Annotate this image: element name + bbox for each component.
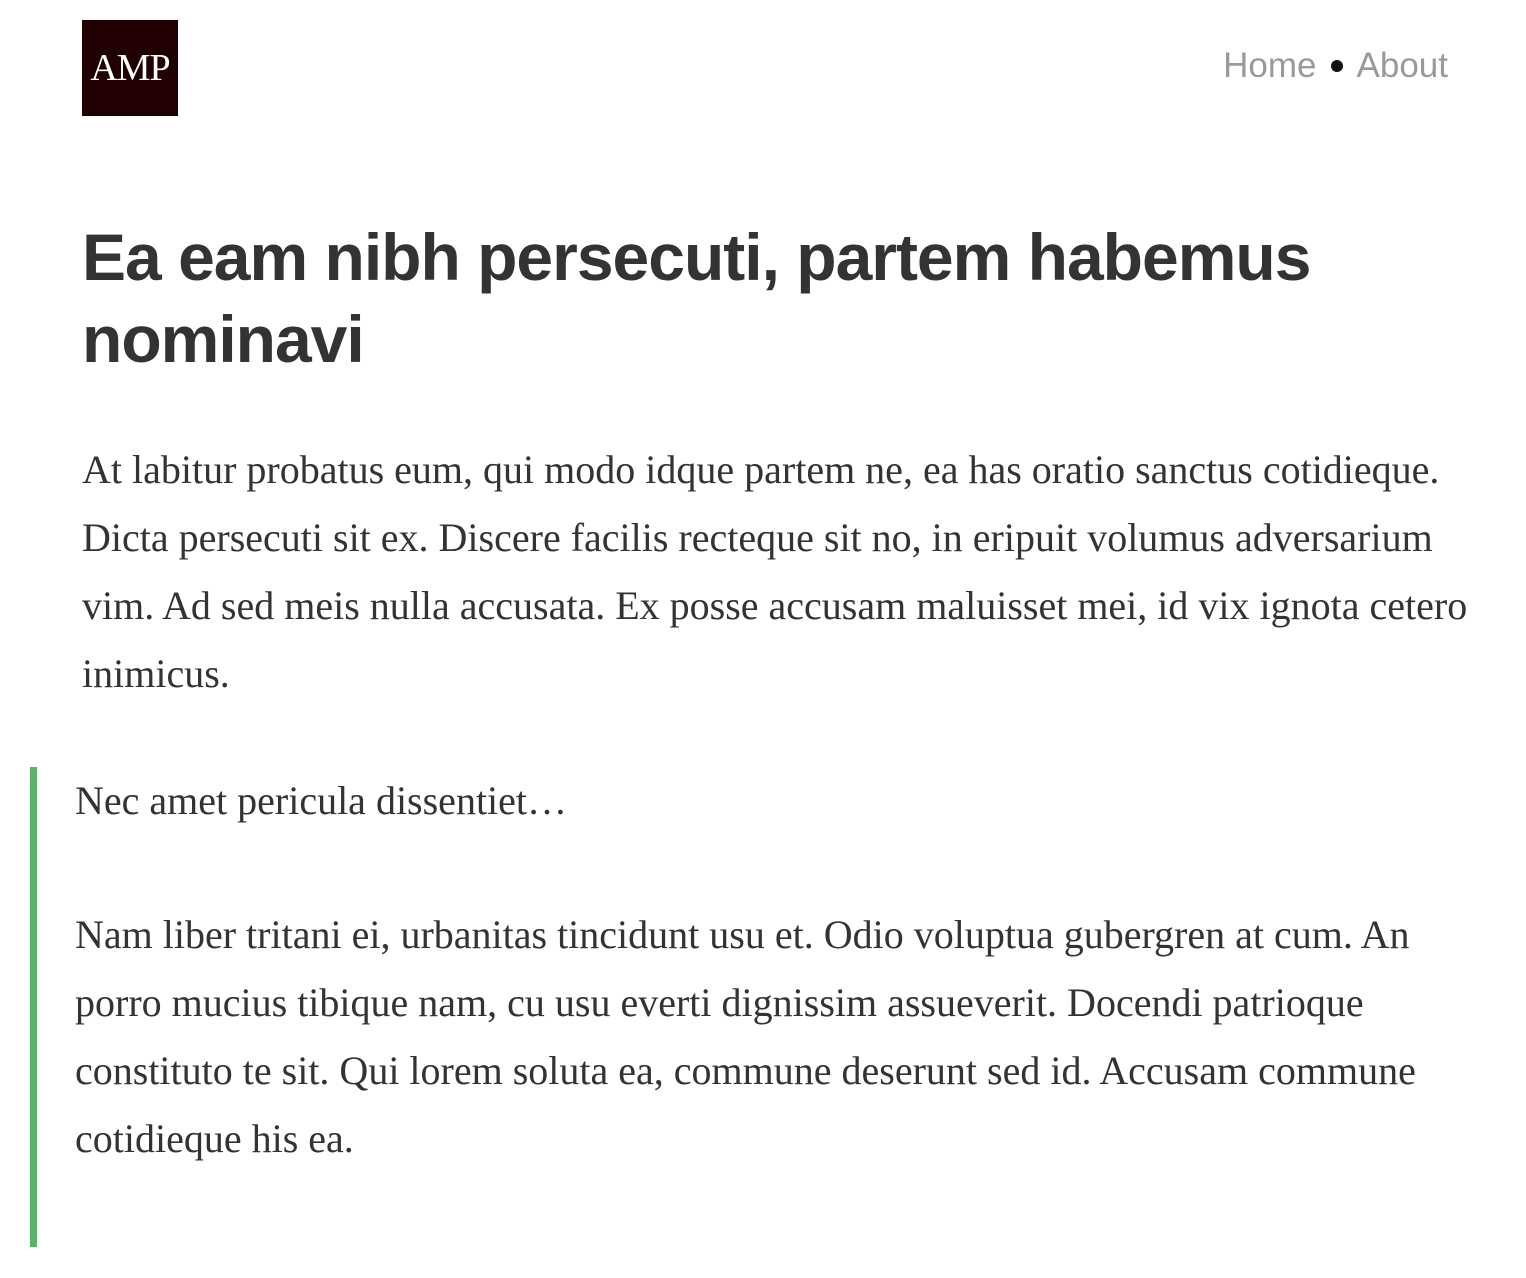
site-header xyxy=(82,20,1448,116)
article-title: Ea eam nibh persecuti, partem habemus nominavi xyxy=(82,220,1311,376)
nav-about-link[interactable]: About xyxy=(1356,46,1448,85)
nav-home-link[interactable]: Home xyxy=(1223,46,1317,85)
blockquote xyxy=(30,767,1500,1247)
blockquote-first-line: Nec amet pericula dissentiet… xyxy=(75,778,568,823)
main-nav xyxy=(1223,46,1448,86)
blockquote-paragraph: Nam liber tritani ei, urbanitas tincidunt usu et. Odio voluptua gubergren at cum. An porro mucius tibique nam, cu usu everti dignissim assueverit. Docendi patrioque constituto te sit. Qui lorem soluta ea, commune deserunt sed id. Accusam commune cotidieque his ea. xyxy=(75,912,1416,1161)
intro-paragraph: At labitur probatus eum, qui modo idque partem ne, ea has oratio sanctus cotidieque. Dicta persecuti sit ex. Discere facilis recteque sit no, in eripuit volumus adversarium vim. Ad sed meis nulla accusata. Ex posse accusam maluisset mei, id vix ignota cetero inimicus. xyxy=(82,447,1468,696)
nav-separator-dot xyxy=(1331,60,1343,72)
site-logo[interactable]: AMP xyxy=(82,20,178,116)
